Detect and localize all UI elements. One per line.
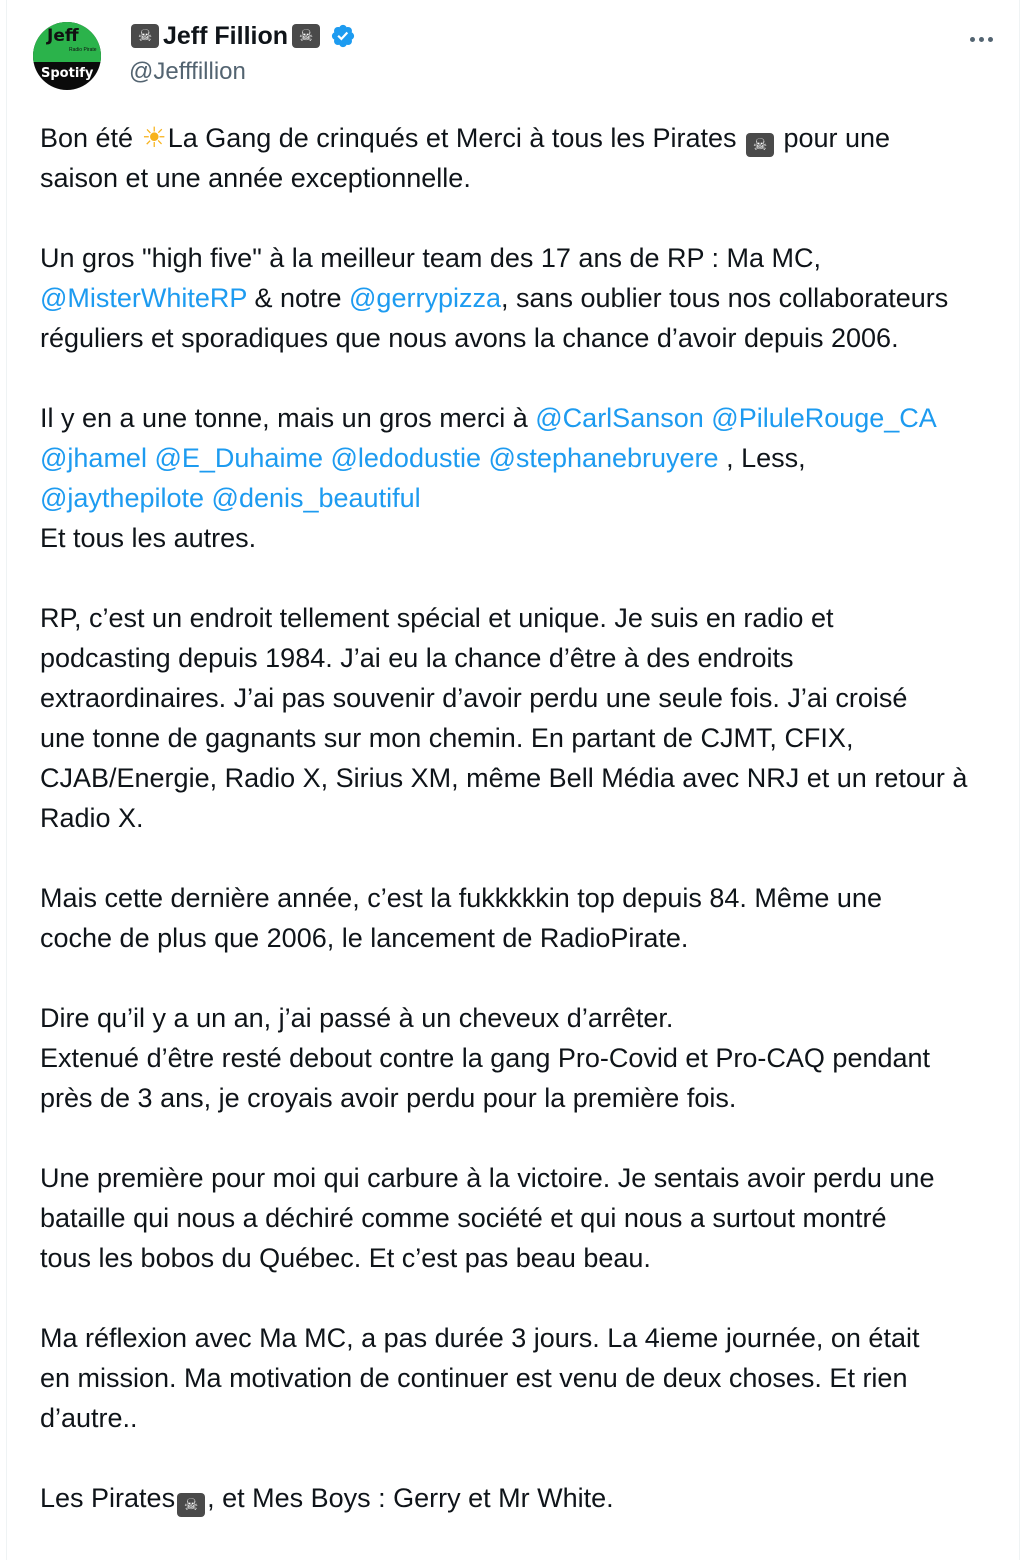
display-name-row[interactable] <box>129 20 356 52</box>
user-handle[interactable]: @Jefffillion <box>129 58 246 85</box>
text-span: Bon été <box>40 123 141 153</box>
mention-link[interactable]: @ledodustie <box>330 443 481 473</box>
text-line <box>40 278 1002 318</box>
text-line: CJAB/Energie, Radio X, Sirius XM, même Bell Média avec NRJ et un retour à <box>40 763 968 793</box>
skull-icon: ☠ <box>131 24 159 48</box>
text-line: podcasting depuis 1984. J’ai eu la chance d’être à des endroits <box>40 643 794 673</box>
text-line <box>40 118 1002 158</box>
text-line <box>40 398 1002 438</box>
text-line: saison et une année exceptionnelle. <box>40 163 471 193</box>
dot <box>979 37 984 42</box>
dot <box>988 37 993 42</box>
tweet-text <box>40 118 1002 1518</box>
text-line: Et tous les autres. <box>40 523 257 553</box>
text-span: pour une <box>775 123 891 153</box>
tweet-header <box>33 18 1003 90</box>
text-span: , sans oublier tous nos collaborateurs <box>500 283 949 313</box>
avatar-text-spotify: Spotify <box>41 66 94 81</box>
text-line <box>40 438 1002 478</box>
sun-icon: ☀ <box>141 121 167 154</box>
text-line: coche de plus que 2006, le lancement de RadioPirate. <box>40 923 689 953</box>
mention-link[interactable]: @MisterWhiteRP <box>40 283 247 313</box>
mention-link[interactable]: @gerrypizza <box>349 283 501 313</box>
skull-icon: ☠ <box>746 133 774 157</box>
text-line: près de 3 ans, je croyais avoir perdu pour la première fois. <box>40 1083 737 1113</box>
mention-link[interactable]: @stephanebruyere <box>488 443 719 473</box>
paragraph-gap <box>40 958 1002 998</box>
mention-link[interactable]: @PiluleRouge_CA <box>711 403 937 433</box>
text-span: & notre <box>246 283 350 313</box>
text-line: Extenué d’être resté debout contre la gang Pro-Covid et Pro-CAQ pendant <box>40 1043 931 1073</box>
verified-badge-icon <box>330 23 356 49</box>
paragraph-gap <box>40 1118 1002 1158</box>
text-line: Mais cette dernière année, c’est la fukkkkkin top depuis 84. Même une <box>40 883 882 913</box>
paragraph-gap <box>40 1438 1002 1478</box>
avatar-text-jeff: Jeff <box>47 26 79 46</box>
text-line: Une première pour moi qui carbure à la victoire. Je sentais avoir perdu une <box>40 1163 935 1193</box>
avatar-text-radio-pirate: Radio Pirate <box>69 47 97 53</box>
mention-link[interactable]: @denis_beautiful <box>211 483 421 513</box>
text-line: Ma réflexion avec Ma MC, a pas durée 3 jours. La 4ieme journée, on était <box>40 1323 920 1353</box>
text-span: Il y en a une tonne, mais un gros merci à <box>40 403 536 433</box>
text-line: tous les bobos du Québec. Et c’est pas beau beau. <box>40 1243 651 1273</box>
mention-link[interactable]: @jaythepilote <box>40 483 205 513</box>
dot <box>970 37 975 42</box>
tweet-card <box>6 0 1020 1560</box>
skull-icon: ☠ <box>177 1493 205 1517</box>
text-line: Un gros "high five" à la meilleur team des 17 ans de RP : Ma MC, <box>40 243 822 273</box>
mention-link[interactable]: @jhamel <box>40 443 147 473</box>
text-line: une tonne de gagnants sur mon chemin. En partant de CJMT, CFIX, <box>40 723 854 753</box>
mention-link[interactable]: @E_Duhaime <box>154 443 323 473</box>
text-line: bataille qui nous a déchiré comme société et qui nous a surtout montré <box>40 1203 887 1233</box>
more-options-icon[interactable] <box>963 24 999 54</box>
text-line: en mission. Ma motivation de continuer est venu de deux choses. Et rien <box>40 1363 908 1393</box>
text-line <box>40 478 1002 518</box>
text-line: Dire qu’il y a un an, j’ai passé à un cheveux d’arrêter. <box>40 1003 674 1033</box>
skull-icon: ☠ <box>292 24 320 48</box>
paragraph-gap <box>40 1278 1002 1318</box>
paragraph-gap <box>40 198 1002 238</box>
text-line <box>40 1478 1002 1518</box>
text-span: Les Pirates <box>40 1483 176 1513</box>
text-span: La Gang de crinqués et Merci à tous les Pirates <box>167 123 744 153</box>
text-line: RP, c’est un endroit tellement spécial et unique. Je suis en radio et <box>40 603 834 633</box>
display-name[interactable]: Jeff Fillion <box>163 21 288 50</box>
text-line: Radio X. <box>40 803 144 833</box>
text-line: réguliers et sporadiques que nous avons la chance d’avoir depuis 2006. <box>40 323 899 353</box>
mention-link[interactable]: @CarlSanson <box>535 403 704 433</box>
paragraph-gap <box>40 838 1002 878</box>
text-line: extraordinaires. J’ai pas souvenir d’avoir perdu une seule fois. J’ai croisé <box>40 683 908 713</box>
text-span: , Less, <box>718 443 806 473</box>
text-span: , et Mes Boys : Gerry et Mr White. <box>207 1483 614 1513</box>
paragraph-gap <box>40 558 1002 598</box>
avatar[interactable] <box>33 22 101 90</box>
text-line: d’autre.. <box>40 1403 138 1433</box>
paragraph-gap <box>40 358 1002 398</box>
